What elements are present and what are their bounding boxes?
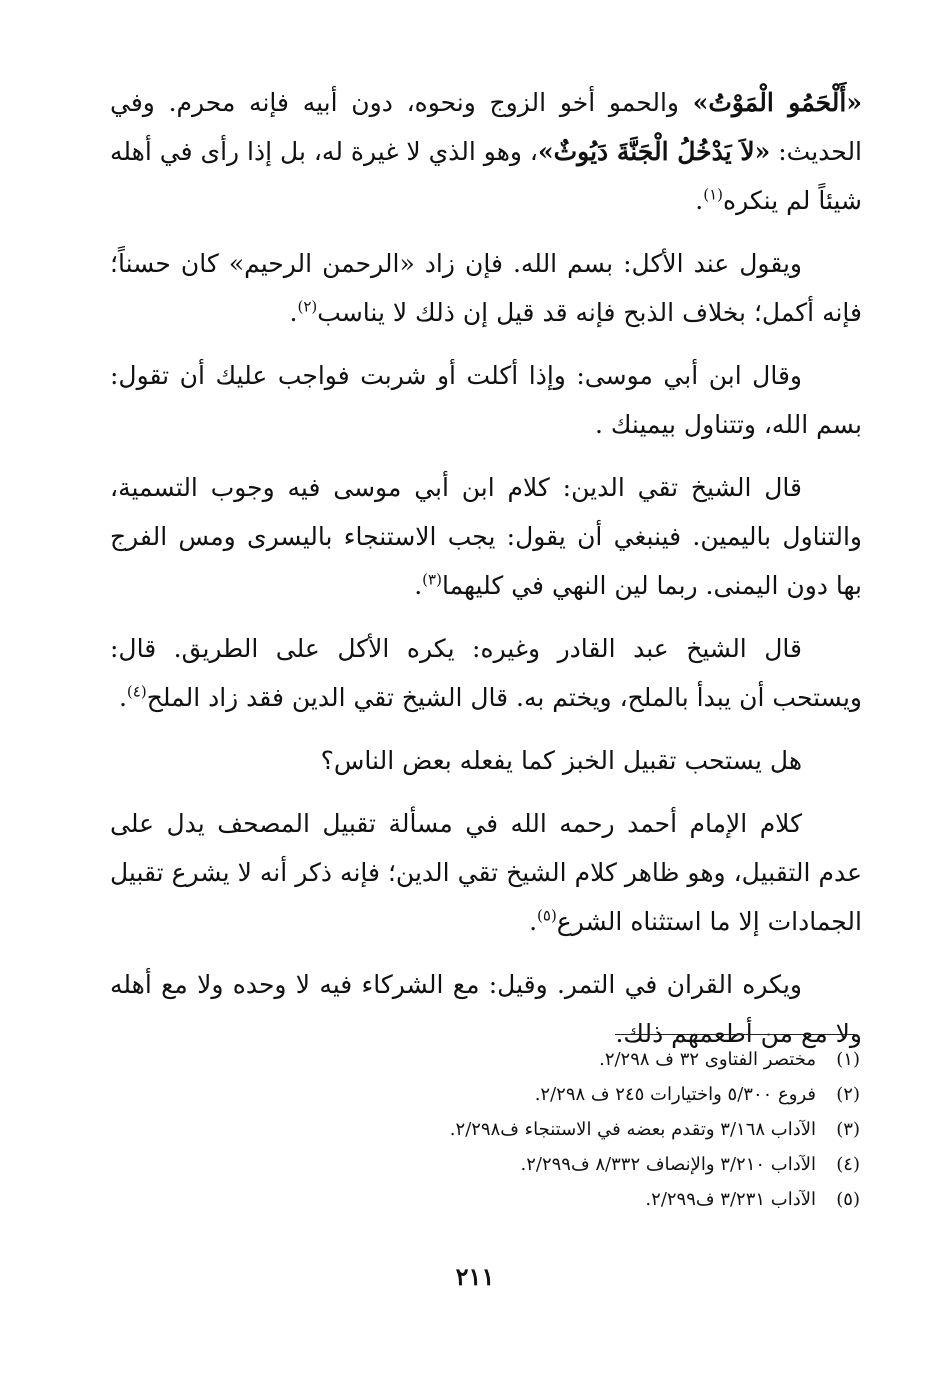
paragraph (110, 463, 862, 610)
hadith-quote: «لاَ يَدْخُلُ الْجَنَّةَ دَيُوثٌ» (538, 137, 771, 166)
paragraph (110, 239, 862, 337)
paragraph-text: ويكره القران في التمر. وقيل: مع الشركاء فيه لا وحده ولا مع أهله ولا مع من أطعمهم ذلك. (110, 970, 862, 1048)
footnote-item (300, 1077, 860, 1112)
paragraph (110, 799, 862, 946)
hadith-quote: «أَلْحَمُو الْمَوْتُ» (692, 88, 862, 117)
footnote-item (300, 1042, 860, 1077)
paragraph-text: قال الشيخ تقي الدين: كلام ابن أبي موسى فيه وجوب التسمية، والتناول باليمين. فينبغي أن يقول: يجب الاستنجاء باليسرى ومس الفرج بها دون اليمنى. ربما لين النهي في كليهما (110, 473, 862, 600)
main-text-block (110, 78, 862, 1072)
footnote-number: (٢) (836, 1084, 860, 1105)
paragraph-text: والحمو أخو الزوج ونحوه، دون أبيه فإنه محرم. وفي الحديث: (110, 88, 863, 166)
footnotes-list (300, 1042, 860, 1217)
paragraph-text: قال الشيخ عبد القادر وغيره: يكره الأكل على الطريق. قال: ويستحب أن يبدأ بالملح، ويختم به. قال الشيخ تقي الدين فقد زاد الملح (110, 634, 862, 712)
footnote-divider (615, 1034, 855, 1035)
paragraph (110, 624, 862, 722)
paragraph (110, 351, 862, 449)
footnote-item (300, 1147, 860, 1182)
page-number: ٢١١ (455, 1262, 495, 1291)
footnote-item (300, 1182, 860, 1217)
footnote-reference: (٢) (297, 297, 318, 316)
footnote-text: الآداب ٣/٢٣١ ف٢/٢٩٩. (645, 1189, 816, 1210)
footnote-number: (٤) (836, 1154, 860, 1175)
paragraph (110, 736, 862, 785)
paragraph (110, 78, 862, 225)
footnote-text: الآداب ٣/٢١٠ والإنصاف ٨/٣٣٢ ف٢/٢٩٩. (520, 1154, 816, 1175)
footnote-text: فروع ٥/٣٠٠ واختيارات ٢٤٥ ف ٢/٢٩٨. (534, 1084, 816, 1105)
paragraph-text: . (289, 298, 298, 327)
footnote-reference: (١) (703, 185, 723, 204)
footnote-text: مختصر الفتاوى ٣٢ ف ٢/٢٩٨. (599, 1049, 816, 1070)
paragraph-text: . (414, 571, 423, 600)
paragraph-text: ، وهو الذي لا غيرة له، بل إذا رأى في أهله شيئاً لم ينكره (110, 137, 862, 215)
footnote-text: الآداب ٣/١٦٨ وتقدم بعضه في الاستنجاء ف٢/٢٩٨. (449, 1119, 816, 1140)
paragraph-text: وقال ابن أبي موسى: وإذا أكلت أو شربت فواجب عليك أن تقول: بسم الله، وتتناول بيمينك . (110, 361, 862, 439)
footnote-item (300, 1112, 860, 1147)
footnote-number: (٣) (836, 1119, 860, 1140)
paragraph-text: . (118, 683, 127, 712)
footnote-reference: (٤) (126, 682, 147, 701)
paragraph-text: . (695, 186, 704, 215)
footnote-number: (١) (836, 1049, 860, 1070)
footnote-number: (٥) (836, 1189, 860, 1210)
paragraph-text: ويقول عند الأكل: بسم الله. فإن زاد «الرحمن الرحيم» كان حسناً؛ فإنه أكمل؛ بخلاف الذبح فإنه قد قيل إن ذلك لا يناسب (110, 249, 862, 327)
footnote-reference: (٣) (422, 570, 442, 589)
footnote-reference: (٥) (537, 906, 557, 925)
paragraph-text: هل يستحب تقبيل الخبز كما يفعله بعض الناس؟ (320, 746, 802, 775)
paragraph-text: كلام الإمام أحمد رحمه الله في مسألة تقبيل المصحف يدل على عدم التقبيل، وهو ظاهر كلام الشيخ تقي الدين؛ فإنه ذكر أنه لا يشرع تقبيل الجمادات إلا ما استثناه الشرع (110, 809, 862, 936)
paragraph-text: . (529, 907, 538, 936)
